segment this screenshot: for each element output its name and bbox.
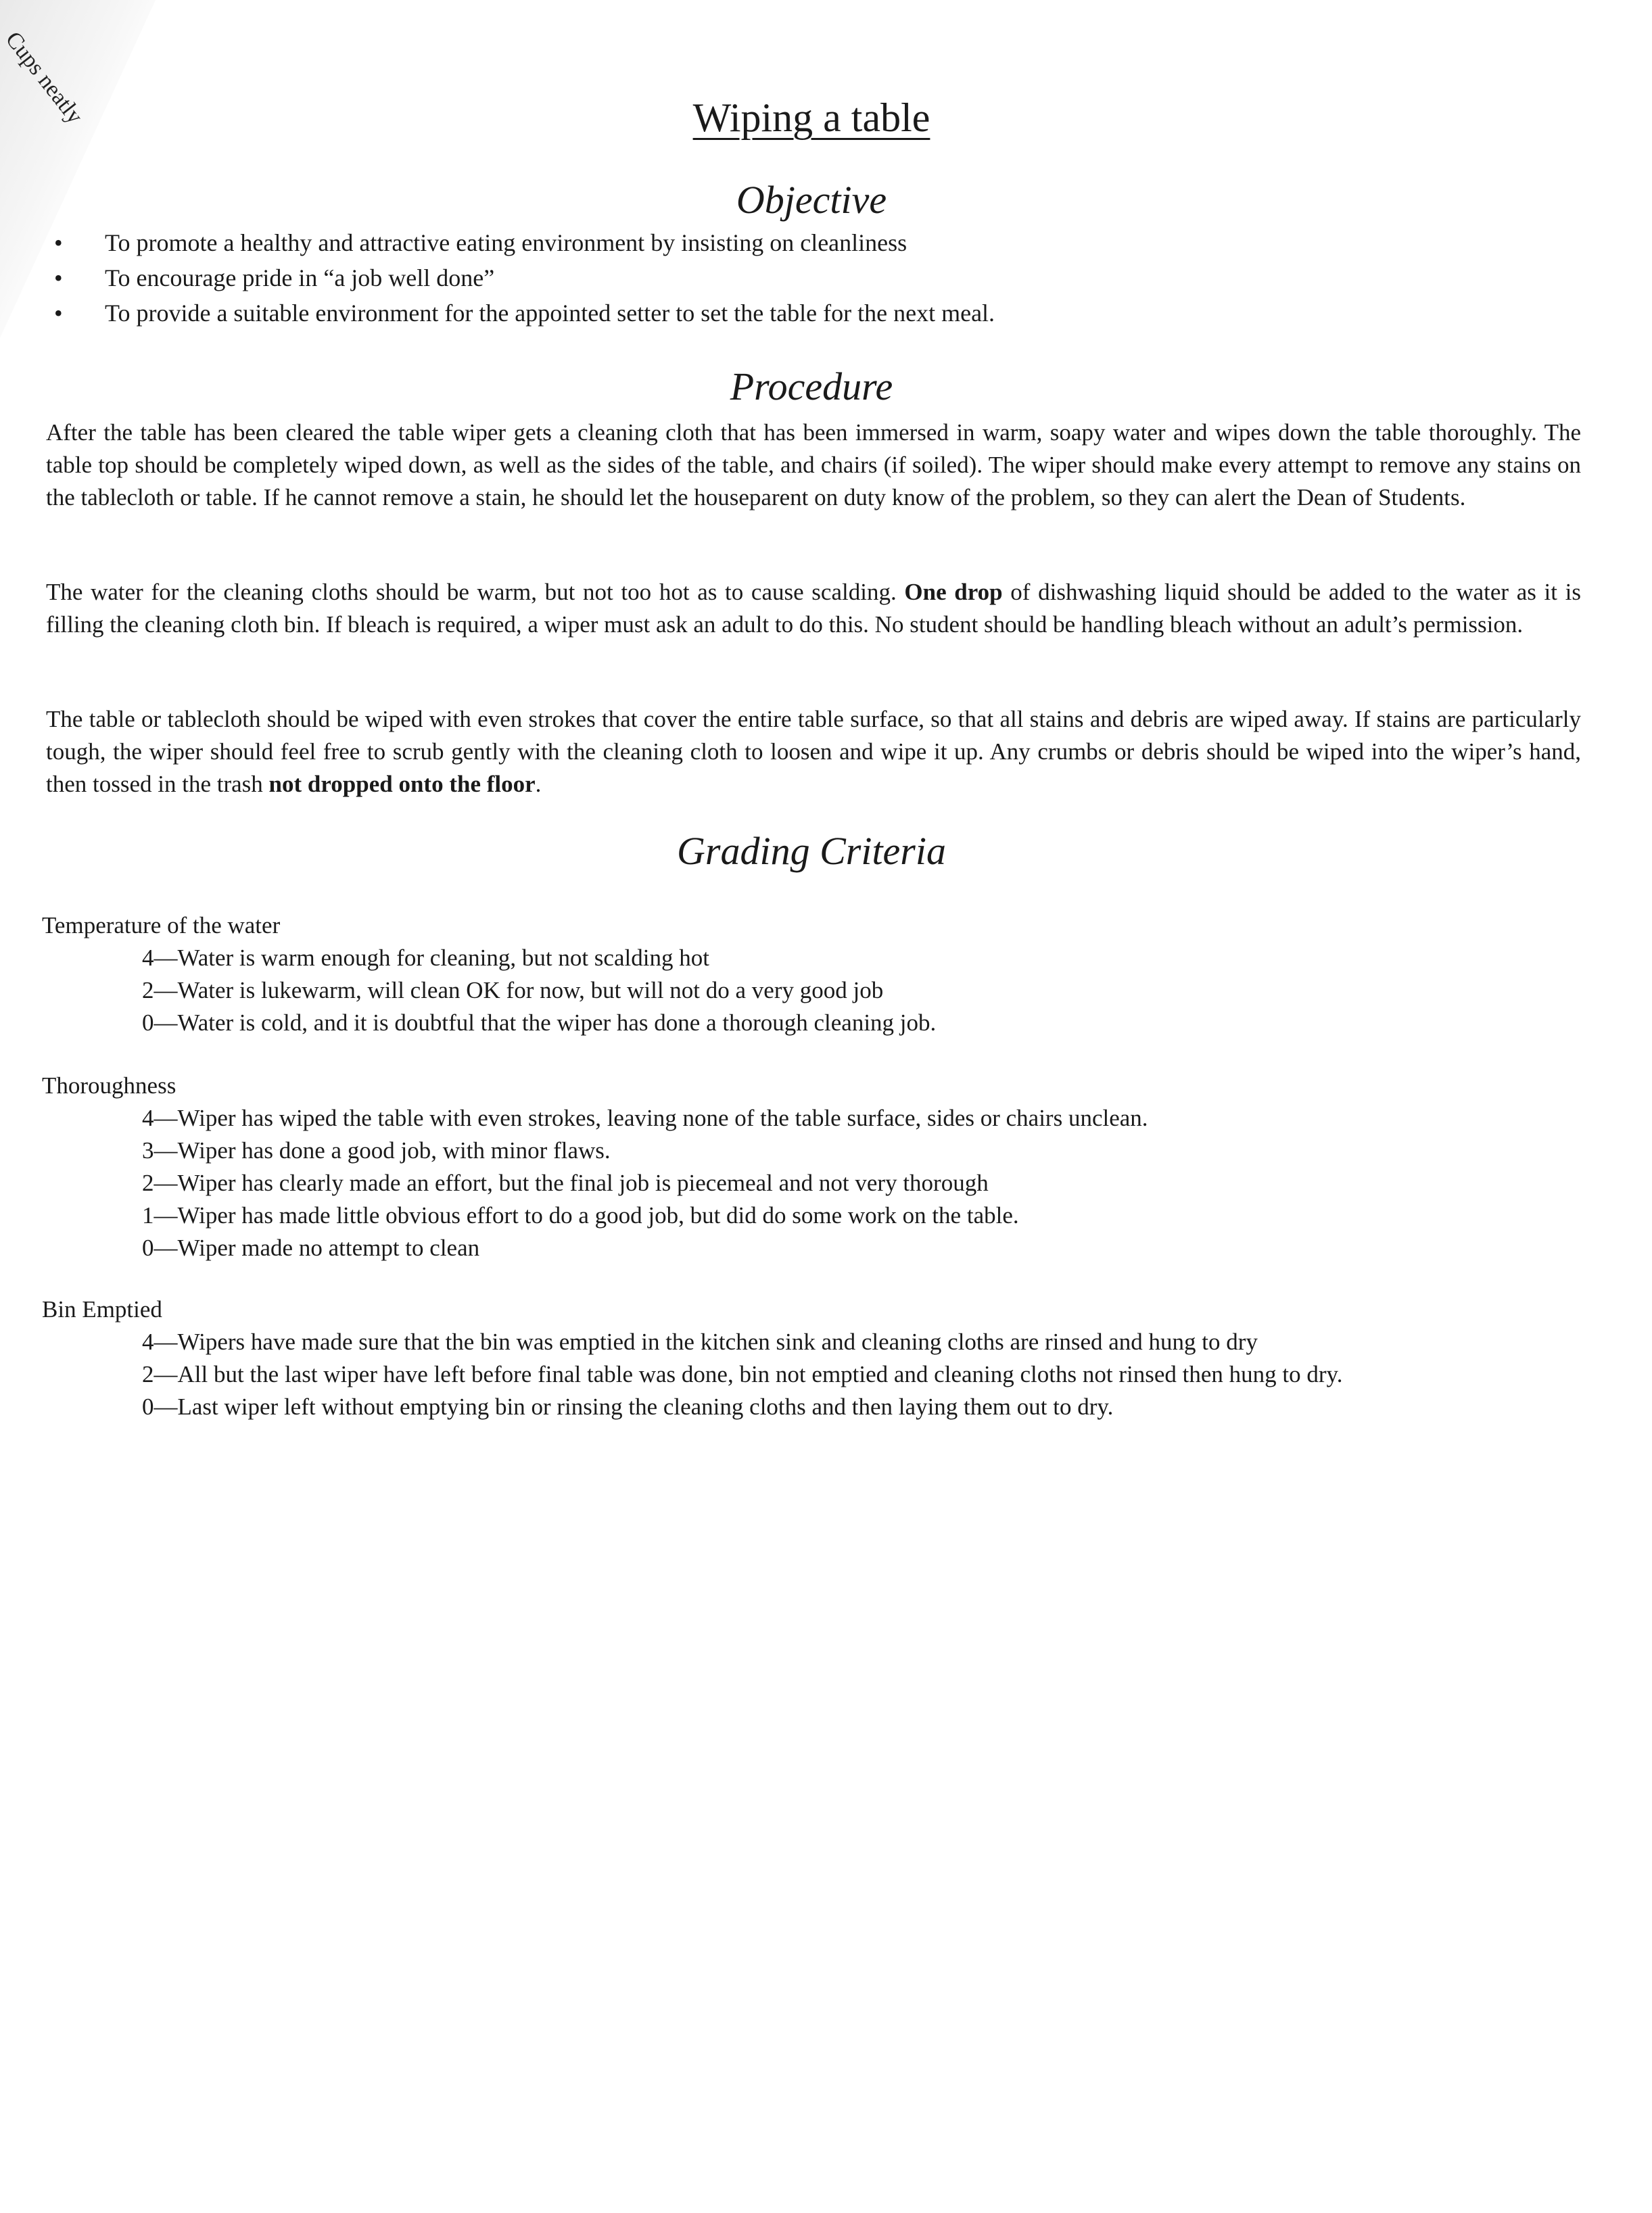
list-item: 2—Wiper has clearly made an effort, but the final job is piecemeal and not very thorough	[142, 1170, 989, 1196]
list-item: 3—Wiper has done a good job, with minor flaws.	[142, 1137, 611, 1164]
list-item: • To promote a healthy and attractive eating environment by insisting on cleanliness	[47, 225, 995, 260]
page-title: Wiping a table	[692, 95, 930, 140]
procedure-heading: Procedure	[730, 364, 893, 408]
corner-note: Cups neatly	[0, 27, 88, 129]
list-item: 0—Last wiper left without emptying bin or rinsing the cleaning cloths and then laying them out to dry.	[142, 1394, 1114, 1420]
list-item: 4—Wipers have made sure that the bin was emptied in the kitchen sink and cleaning cloths are rinsed and hung to dry	[142, 1329, 1258, 1355]
criteria-temperature-title: Temperature of the water	[42, 912, 281, 938]
procedure-paragraph-2	[46, 576, 1581, 641]
objective-list	[47, 225, 995, 331]
criteria-thoroughness-title: Thoroughness	[42, 1072, 176, 1099]
list-item: 4—Water is warm enough for cleaning, but not scalding hot	[142, 945, 709, 971]
criteria-temperature-list	[142, 942, 936, 1039]
criteria-thoroughness-list	[142, 1102, 1148, 1264]
paragraph-text: of dishwashing liquid should be added to the water as it is filling the cleaning cloth bin. If bleach is required, a wiper must ask an adult to do this. No student should be handling bleach without an adult’s permission.	[46, 579, 1582, 638]
list-item: • To encourage pride in “a job well done”	[47, 260, 995, 295]
list-item: • To provide a suitable environment for the appointed setter to set the table for the next meal.	[47, 295, 995, 331]
emphasis-text: not dropped onto the floor	[268, 771, 536, 797]
paragraph-text: .	[535, 771, 542, 797]
criteria-bin-list	[142, 1326, 1342, 1423]
procedure-paragraph-1: After the table has been cleared the table wiper gets a cleaning cloth that has been immersed in warm, soapy water and wipes down the table thoroughly. The table top should be completely wiped down, as well as the sides of the table, and chairs (if soiled). The wiper should make every attempt to remove any stains on the tablecloth or table. If he cannot remove a stain, he should let the houseparent on duty know of the problem, so they can alert the Dean of Students.	[46, 419, 1581, 510]
list-item: 4—Wiper has wiped the table with even strokes, leaving none of the table surface, sides or chairs unclean.	[142, 1105, 1148, 1131]
emphasis-text: One drop	[904, 579, 1003, 605]
list-item: 0—Water is cold, and it is doubtful that the wiper has done a thorough cleaning job.	[142, 1009, 937, 1036]
procedure-paragraph-3	[46, 703, 1581, 801]
list-item: 1—Wiper has made little obvious effort to do a good job, but did do some work on the table.	[142, 1202, 1019, 1229]
objective-heading: Objective	[736, 178, 887, 222]
paragraph-text: The water for the cleaning cloths should be warm, but not too hot as to cause scalding.	[46, 579, 905, 605]
paragraph-text: The table or tablecloth should be wiped with even strokes that cover the entire table surface, so that all stains and debris are wiped away. If stains are particularly tough, the wiper should feel free to scrub gently with the cleaning cloth to loosen and wipe it up. Any crumbs or debris should be wiped into the wiper’s hand, then tossed in the trash	[46, 706, 1581, 797]
criteria-bin-title: Bin Emptied	[42, 1296, 162, 1323]
list-item: 2—All but the last wiper have left before final table was done, bin not emptied and cleaning cloths not rinsed then hung to dry.	[142, 1361, 1343, 1387]
list-item: 0—Wiper made no attempt to clean	[142, 1235, 480, 1261]
list-item: 2—Water is lukewarm, will clean OK for now, but will not do a very good job	[142, 977, 884, 1003]
grading-heading: Grading Criteria	[677, 829, 946, 873]
